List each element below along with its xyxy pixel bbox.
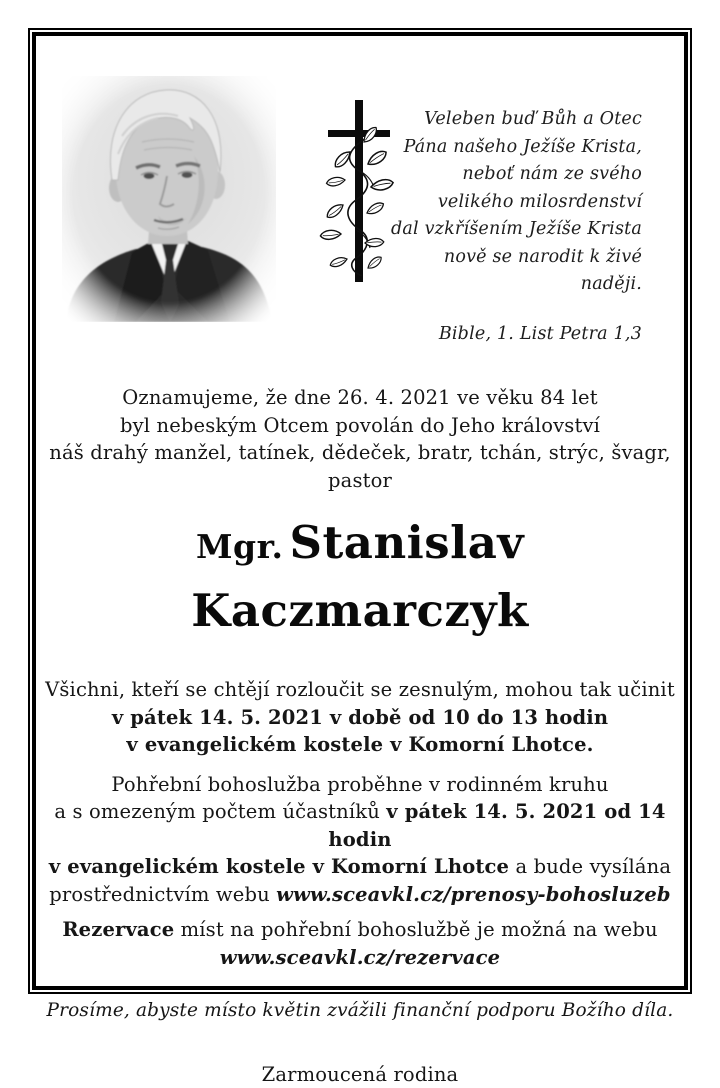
service-text: a bude vysílána: [509, 855, 671, 878]
service-text: a s omezeným počtem účastníků: [54, 800, 386, 823]
reservation-text: míst na pohřební bohoslužbě je možná na webu: [174, 918, 657, 941]
funeral-service-info: [36, 771, 684, 909]
reservation-website-url: www.sceavkl.cz/rezervace: [36, 944, 684, 972]
closing-signature: Zarmoucená rodina: [36, 1061, 684, 1088]
service-line: [36, 853, 684, 881]
deceased-portrait-photo: [62, 76, 276, 322]
announcement-line: byl nebeským Otcem povolán do Jeho království: [36, 412, 684, 440]
farewell-info: [36, 676, 684, 759]
scripture-quote: [382, 106, 642, 348]
farewell-location: v evangelickém kostele v Komorní Lhotce.: [36, 731, 684, 759]
farewell-date-time: v pátek 14. 5. 2021 v době od 10 do 13 hodin: [36, 704, 684, 732]
quote-line: Pána našeho Ježíše Krista,: [382, 134, 642, 162]
reservation-keyword: Rezervace: [62, 918, 174, 941]
document-frame-inner: [32, 32, 688, 990]
service-line: [36, 798, 684, 853]
document-frame: [28, 28, 692, 994]
deceased-full-name: Stanislav Kaczmarczyk: [191, 516, 529, 637]
quote-line: dal vzkříšením Ježíše Krista: [382, 216, 642, 244]
service-text: prostřednictvím webu: [49, 883, 276, 906]
quote-line: neboť nám ze svého: [382, 161, 642, 189]
death-announcement: [36, 384, 684, 494]
quote-line: nově se narodit k živé naději.: [382, 244, 642, 299]
service-date-time: v pátek 14. 5. 2021 od 14 hodin: [328, 800, 665, 851]
announcement-card: [36, 36, 684, 986]
reservation-line: [36, 916, 684, 944]
announcement-line: náš drahý manžel, tatínek, dědeček, bratr, tchán, strýc, švagr, pastor: [36, 439, 684, 494]
portrait-illustration: [62, 76, 276, 322]
service-location: v evangelickém kostele v Komorní Lhotce: [49, 855, 509, 878]
broadcast-website-url: www.sceavkl.cz/prenosy-bohosluzeb: [276, 883, 671, 906]
quote-line: velikého milosrdenství: [382, 189, 642, 217]
service-line: [36, 881, 684, 909]
service-line: Pohřební bohoslužba proběhne v rodinném kruhu: [36, 771, 684, 799]
quote-line: Veleben buď Bůh a Otec: [382, 106, 642, 134]
announcement-line: Oznamujeme, že dne 26. 4. 2021 ve věku 84 let: [36, 384, 684, 412]
quote-source: Bible, 1. List Petra 1,3: [382, 321, 642, 349]
header-zone: [36, 36, 684, 368]
reservation-info: [36, 916, 684, 971]
deceased-title: Mgr.: [196, 527, 283, 566]
flowers-note: Prosíme, abyste místo květin zvážili finanční podporu Božího díla.: [36, 997, 684, 1025]
deceased-name: [36, 514, 684, 650]
farewell-line: Všichni, kteří se chtějí rozloučit se zesnulým, mohou tak učinit: [36, 676, 684, 704]
